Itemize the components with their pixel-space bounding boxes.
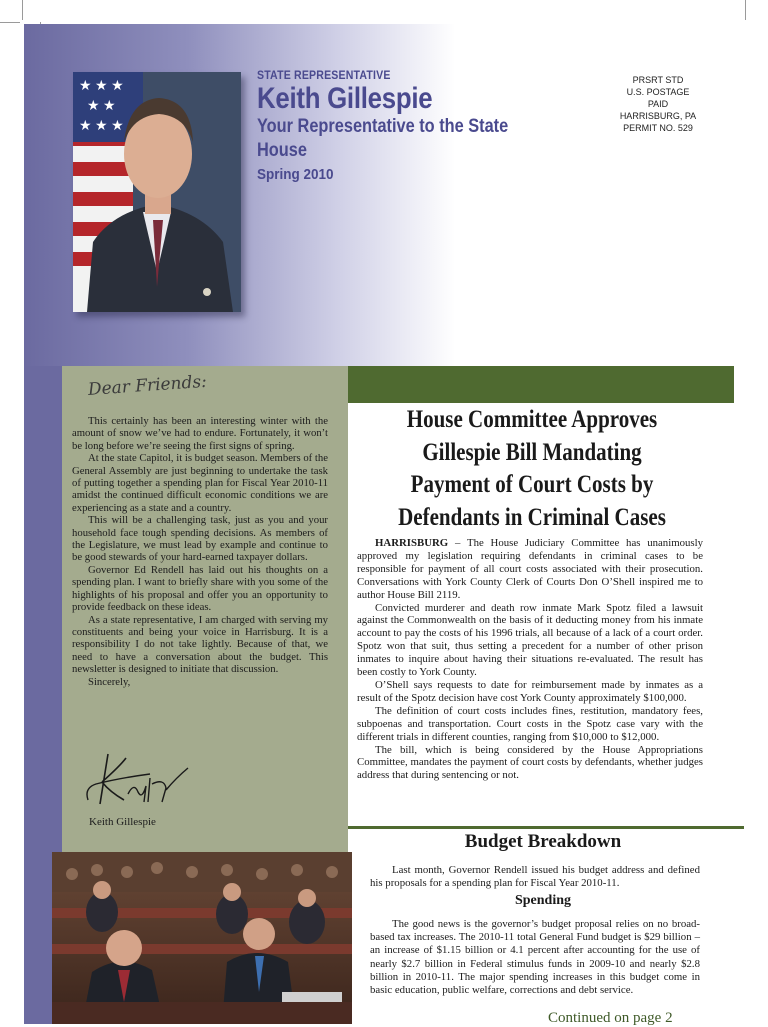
svg-text:★ ★ ★: ★ ★ ★ [79, 79, 124, 94]
letter-salutation: Dear Friends: [87, 371, 208, 400]
letter-paragraph: This certainly has been an interesting winter with the amount of snow we’ve had to endure. Fortunately, it won’t be long before we’re seeing the first signs of spring. [72, 415, 328, 452]
letter-paragraph: This will be a challenging task, just as you and your household face tough spending decisions. As members of the Legislature, we must lead by example and continue to be good stewards of your hard-earned taxpayer dollars. [72, 514, 328, 564]
masthead-tagline: Your Representative to the State House [257, 116, 509, 161]
house-chamber-photo [52, 852, 352, 1024]
spending-paragraph: The good news is the governor’s budget proposal relies on no broad-based tax increases. The 2010-11 total General Fund budget is $29 billion – an increase of $1.15 billion or 4.1 percent after accounting for the use of nearly $2.7 billion in Federal stimulus funds in 2009-10 and nearly $2.8 billion in 2010-11. The major spending increases in this budget come in basic education, public welfare, corrections and debt service. [370, 918, 700, 997]
postage-line: PERMIT NO. 529 [623, 123, 693, 133]
crop-mark [22, 0, 23, 20]
svg-text:★ ★ ★: ★ ★ ★ [79, 119, 124, 134]
budget-paragraph: Last month, Governor Rendell issued his budget address and defined his proposals for a spending plan for Fiscal Year 2010-11. [370, 864, 700, 890]
letter-body [72, 415, 328, 688]
letter-paragraph: Governor Ed Rendell has laid out his thoughts on a spending plan. I want to briefly share with you some of the highlights of his proposal and offer you an opportunity to provide feedback on these ideas. [72, 563, 328, 614]
budget-heading: Budget Breakdown [464, 831, 622, 852]
budget-intro [370, 864, 700, 890]
article-body [357, 537, 703, 782]
article-lead: – The House Judiciary Committee has unanimously approved my legislation requiring defendants in criminal cases to be responsible for payment of all court costs associated with their prosecution. Conversations with York County Clerk of Courts Don O’Shell inspired me to author House Bill 2119. [357, 537, 703, 601]
postage-line: PAID [647, 99, 669, 109]
letter-paragraph: At the state Capitol, it is budget season. Members of the General Assembly are just beginning to undertake the task of putting together a spending plan for Fiscal Year 2010-11 amidst the continued difficult economic conditions we are experiencing as a state and a country. [72, 452, 328, 514]
issue-season: Spring 2010 [257, 166, 334, 183]
masthead [257, 68, 597, 183]
spending-heading: Spending [514, 893, 572, 908]
spending-body [370, 918, 700, 997]
postage-indicia [608, 74, 708, 134]
svg-text:★ ★: ★ ★ [87, 99, 116, 114]
article-dateline: HARRISBURG [375, 537, 449, 549]
postage-line: U.S. POSTAGE [626, 87, 690, 97]
signer-name: Keith Gillespie [89, 816, 156, 828]
article-paragraph: O’Shell says requests to date for reimbursement made by inmates as a result of the Spotz decision have cost York County approximately $100,000. [357, 678, 703, 704]
article-headline: House Committee Approves Gillespie Bill Mandating Payment of Court Costs by Defendants in Criminal Cases [398, 406, 666, 531]
crop-mark [745, 0, 746, 20]
postage-line: HARRISBURG, PA [619, 111, 697, 121]
letter-paragraph: As a state representative, I am charged with serving my constituents and being your voice in Harrisburg. It is a responsibility I do not take lightly. Because of that, we need to have a conversation about the budget. This newsletter is designed to initiate that discussion. [72, 613, 328, 676]
article-paragraph: The definition of court costs includes fines, restitution, mandatory fees, subpoenas and transportation. Court costs in the Spotz case vary with the different trials in different counties, ranging from $10,000 to $12,000. [357, 704, 703, 743]
headline-bar [348, 366, 734, 403]
representative-name: Keith Gillespie [257, 82, 433, 115]
representative-portrait [73, 72, 241, 312]
article-paragraph: Convicted murderer and death row inmate Mark Spotz filed a lawsuit against the Commonwealth on the basis of it deducting money from his inmate account to pay the costs of his 1996 trials, all because of a lack of a court order. Spotz won that suit, thus setting a precedent for a number of other prison inmates to inquire about having their situations re-evaluated. The result has been costly to York County. [357, 601, 703, 679]
postage-line: PRSRT STD [632, 75, 684, 85]
article-paragraph: The bill, which is being considered by the House Appropriations Committee, mandates the payment of court costs by defendants, whether judges address that during sentencing or not. [357, 743, 703, 782]
continued-on-page-link[interactable]: Continued on page 2 [548, 1010, 673, 1026]
article-paragraph [357, 537, 703, 602]
section-divider [348, 826, 744, 829]
masthead-kicker: STATE REPRESENTATIVE [257, 68, 391, 82]
letter-closing: Sincerely, [88, 675, 131, 688]
handwritten-signature [80, 748, 200, 814]
crop-mark [0, 22, 20, 23]
